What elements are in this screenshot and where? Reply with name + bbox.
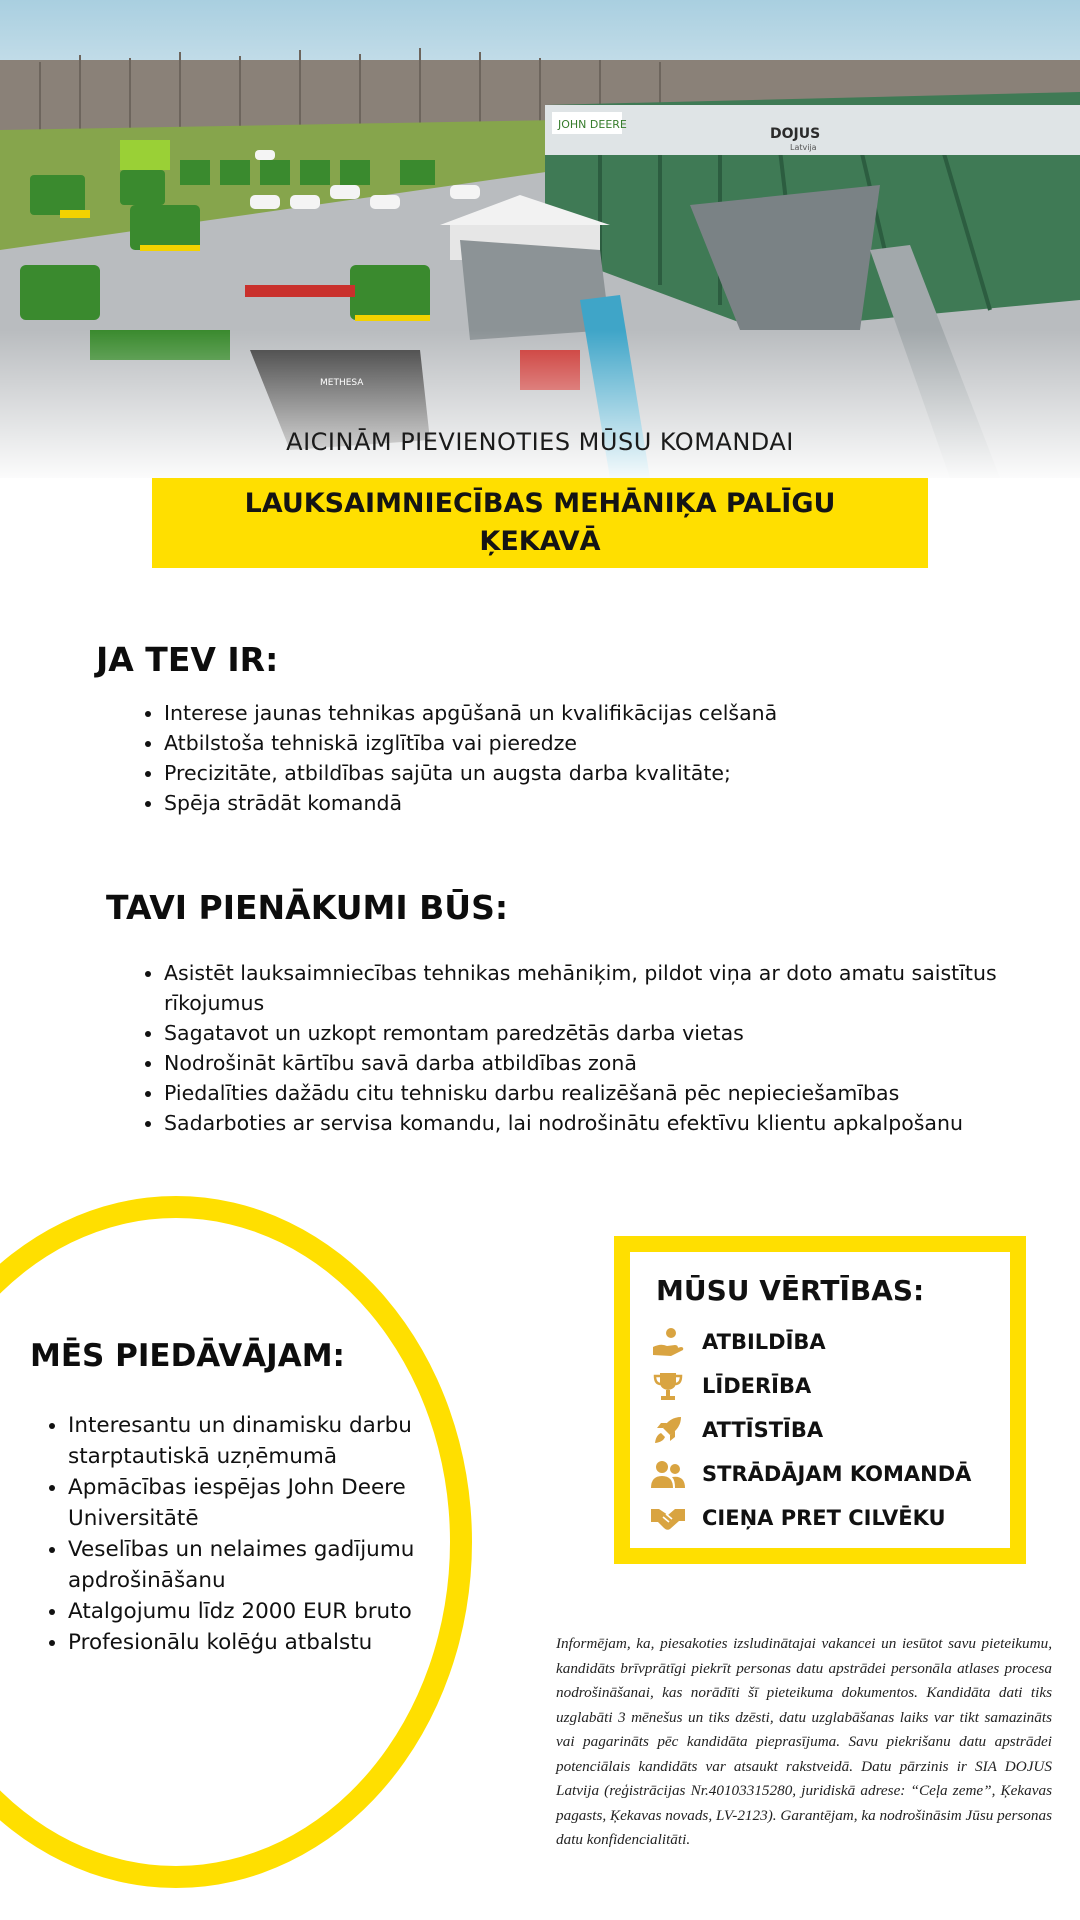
- handshake-icon: [650, 1500, 686, 1536]
- team-icon: [650, 1456, 686, 1492]
- hero-photo: [0, 0, 1080, 478]
- dojus-sign-sub: Latvija: [790, 143, 817, 152]
- duties-heading: TAVI PIENĀKUMI BŪS:: [106, 888, 509, 927]
- job-title-banner: [152, 478, 928, 568]
- requirement-item: • Interese jaunas tehnikas apgūšanā un kvalifikācijas celšanā: [164, 698, 1024, 728]
- value-item: [650, 1368, 811, 1404]
- offer-item: • Apmācības iespējas John Deere Universitātē: [68, 1472, 488, 1534]
- requirement-item: • Spēja strādāt komandā: [164, 788, 1024, 818]
- duty-item: • Asistēt lauksaimniecības tehnikas mehāniķim, pildot viņa ar doto amatu saistītus rīkojumus: [164, 958, 1064, 1018]
- job-title-line-2: ĶEKAVĀ: [479, 526, 601, 557]
- value-item: [650, 1456, 971, 1492]
- job-title-line-1: LAUKSAIMNIECĪBAS MEHĀNIĶA PALĪGU: [244, 488, 836, 519]
- value-item: [650, 1500, 946, 1536]
- hand-holding-icon: [650, 1324, 686, 1360]
- rocket-icon: [650, 1412, 686, 1448]
- value-item: [650, 1412, 823, 1448]
- value-label: STRĀDĀJAM KOMANDĀ: [702, 1462, 972, 1486]
- requirement-item: • Atbilstoša tehniskā izglītība vai pieredze: [164, 728, 1024, 758]
- values-heading: MŪSU VĒRTĪBAS:: [656, 1274, 925, 1307]
- value-label: ATBILDĪBA: [702, 1330, 826, 1354]
- trophy-icon: [650, 1368, 686, 1404]
- requirements-heading: JA TEV IR:: [96, 640, 279, 679]
- duty-item: • Piedalīties dažādu citu tehnisku darbu realizēšanā pēc nepieciešamības: [164, 1078, 1064, 1108]
- value-item: [650, 1324, 826, 1360]
- privacy-notice: Informējam, ka, piesakoties izsludinātajai vakancei un iesūtot savu pieteikumu, kandidāts brīvprātīgi piekrīt personas datu apstrādei personāla atlases procesa nodrošināšanai, kas norādīti šī pieteikuma dokumentos. Kandidāta dati tiks uzglabāti 3 mēnešus un tiks dzēsti, datu uzglabāšanas laiks var tikt samazināts vai pagarināts pēc kandidāta pieprasījuma. Savu piekrišanu datu apstrādei potenciālais kandidāts var atsaukt rakstveidā. Datu pārzinis ir SIA DOJUS Latvija (reģistrācijas Nr.40103315280, juridiskā adrese: “Ceļa zeme”, Ķekavas pagasts, Ķekavas novads, LV-2123). Garantējam, ka nodrošināsim Jūsu personas datu konfidencialitāti.: [556, 1635, 1052, 1848]
- duty-item: • Sagatavot un uzkopt remontam paredzētās darba vietas: [164, 1018, 1064, 1048]
- value-label: LĪDERĪBA: [702, 1374, 812, 1398]
- offer-item: • Profesionālu kolēģu atbalstu: [68, 1627, 488, 1658]
- value-label: ATTĪSTĪBA: [702, 1418, 824, 1442]
- duty-item: • Nodrošināt kārtību savā darba atbildības zonā: [164, 1048, 1064, 1078]
- offer-item: • Veselības un nelaimes gadījumu apdrošināšanu: [68, 1534, 488, 1596]
- offer-item: • Interesantu un dinamisku darbu starptautiskā uzņēmumā: [68, 1410, 488, 1472]
- requirements-list: [138, 698, 1024, 818]
- offer-heading: MĒS PIEDĀVĀJAM:: [30, 1338, 345, 1374]
- dojus-sign: DOJUS: [770, 126, 821, 142]
- duties-list: [138, 958, 1064, 1138]
- offer-item: • Atalgojumu līdz 2000 EUR bruto: [68, 1596, 488, 1627]
- value-label: CIEŅA PRET CILVĒKU: [702, 1506, 946, 1530]
- duty-item: • Sadarboties ar servisa komandu, lai nodrošinātu efektīvu klientu apkalpošanu: [164, 1108, 1064, 1138]
- tagline: AICINĀM PIEVIENOTIES MŪSU KOMANDAI: [286, 428, 794, 456]
- offer-list: [42, 1410, 488, 1658]
- john-deere-sign: JOHN DEERE: [558, 118, 627, 131]
- requirement-item: • Precizitāte, atbildības sajūta un augsta darba kvalitāte;: [164, 758, 1024, 788]
